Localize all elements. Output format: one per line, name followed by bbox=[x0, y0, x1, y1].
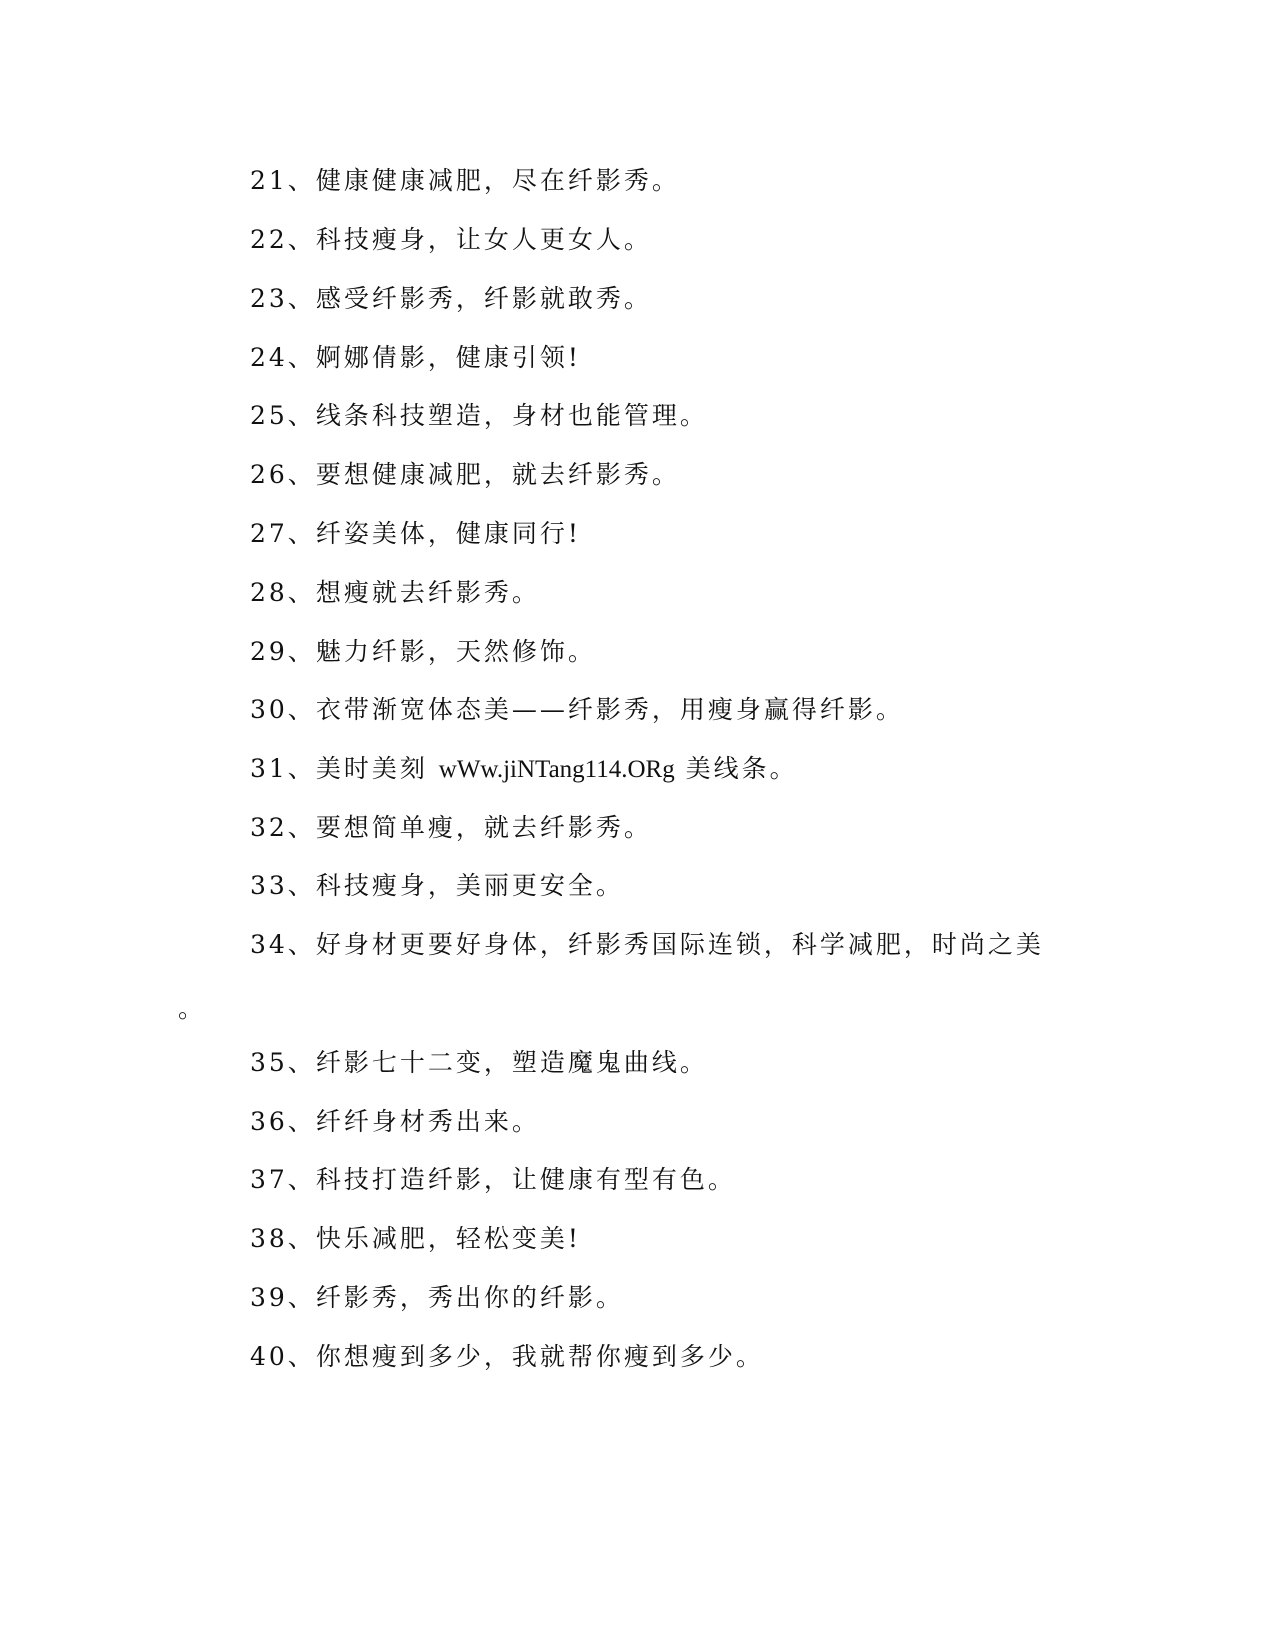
item-text: 婀娜倩影，健康引领! bbox=[315, 343, 581, 372]
item-url-text: wWw.jiNTang114.ORg bbox=[438, 756, 675, 783]
item-number: 21、 bbox=[250, 166, 316, 195]
list-item bbox=[250, 573, 540, 613]
list-item bbox=[250, 808, 652, 848]
item-number: 35、 bbox=[250, 1048, 316, 1077]
item-number: 36、 bbox=[250, 1107, 316, 1136]
list-item bbox=[250, 866, 624, 906]
item-number: 28、 bbox=[250, 578, 316, 607]
item-number: 39、 bbox=[250, 1283, 316, 1312]
item-number: 25、 bbox=[250, 401, 316, 430]
item-text: 好身材更要好身体，纤影秀国际连锁，科学减肥，时尚之美 bbox=[315, 930, 1044, 959]
item-number: 33、 bbox=[250, 871, 316, 900]
list-item bbox=[250, 455, 680, 495]
item-text: 线条科技塑造，身材也能管理。 bbox=[315, 401, 708, 430]
list-item bbox=[250, 279, 652, 319]
item-number: 32、 bbox=[250, 813, 316, 842]
item-number: 40、 bbox=[250, 1342, 316, 1371]
list-item-wrapped-tail: 。 bbox=[178, 994, 204, 1023]
list-item bbox=[250, 925, 1044, 965]
item-number: 31、 bbox=[250, 754, 316, 783]
list-item bbox=[250, 220, 652, 260]
item-text: 纤影七十二变，塑造魔鬼曲线。 bbox=[315, 1048, 708, 1077]
item-text: 美线条。 bbox=[674, 754, 798, 783]
item-text: 科技瘦身，让女人更女人。 bbox=[315, 225, 652, 254]
item-text: 纤纤身材秀出来。 bbox=[315, 1107, 540, 1136]
list-item bbox=[250, 632, 596, 672]
item-text: 健康健康减肥，尽在纤影秀。 bbox=[315, 166, 680, 195]
item-text: 快乐减肥，轻松变美! bbox=[315, 1224, 581, 1253]
list-item bbox=[250, 1337, 764, 1377]
item-text: 要想健康减肥，就去纤影秀。 bbox=[315, 460, 680, 489]
item-number: 23、 bbox=[250, 284, 316, 313]
item-number: 26、 bbox=[250, 460, 316, 489]
item-text: 要想简单瘦，就去纤影秀。 bbox=[315, 813, 652, 842]
list-item bbox=[250, 161, 680, 201]
list-item bbox=[250, 1043, 708, 1083]
item-text: 科技瘦身，美丽更安全。 bbox=[315, 871, 624, 900]
item-text: 美时美刻 bbox=[315, 754, 439, 783]
list-item bbox=[250, 1219, 581, 1259]
item-number: 27、 bbox=[250, 519, 316, 548]
item-text: 你想瘦到多少，我就帮你瘦到多少。 bbox=[315, 1342, 764, 1371]
list-item bbox=[250, 514, 581, 554]
list-item bbox=[250, 1160, 736, 1200]
item-text: 纤影秀，秀出你的纤影。 bbox=[315, 1283, 624, 1312]
list-item bbox=[250, 1102, 540, 1142]
item-number: 34、 bbox=[250, 930, 316, 959]
item-number: 37、 bbox=[250, 1165, 316, 1194]
item-number: 22、 bbox=[250, 225, 316, 254]
item-number: 24、 bbox=[250, 343, 316, 372]
list-item bbox=[250, 1278, 624, 1318]
item-number: 30、 bbox=[250, 695, 316, 724]
list-item bbox=[250, 338, 581, 378]
item-text: 衣带渐宽体态美——纤影秀，用瘦身赢得纤影。 bbox=[315, 695, 904, 724]
item-text: 纤姿美体，健康同行! bbox=[315, 519, 581, 548]
list-item bbox=[250, 690, 904, 730]
item-text: 感受纤影秀，纤影就敢秀。 bbox=[315, 284, 652, 313]
item-number: 29、 bbox=[250, 637, 316, 666]
item-text: 魅力纤影，天然修饰。 bbox=[315, 637, 596, 666]
list-item bbox=[250, 396, 708, 436]
item-number: 38、 bbox=[250, 1224, 316, 1253]
item-text: 想瘦就去纤影秀。 bbox=[315, 578, 540, 607]
list-item bbox=[250, 749, 798, 789]
item-text: 科技打造纤影，让健康有型有色。 bbox=[315, 1165, 736, 1194]
